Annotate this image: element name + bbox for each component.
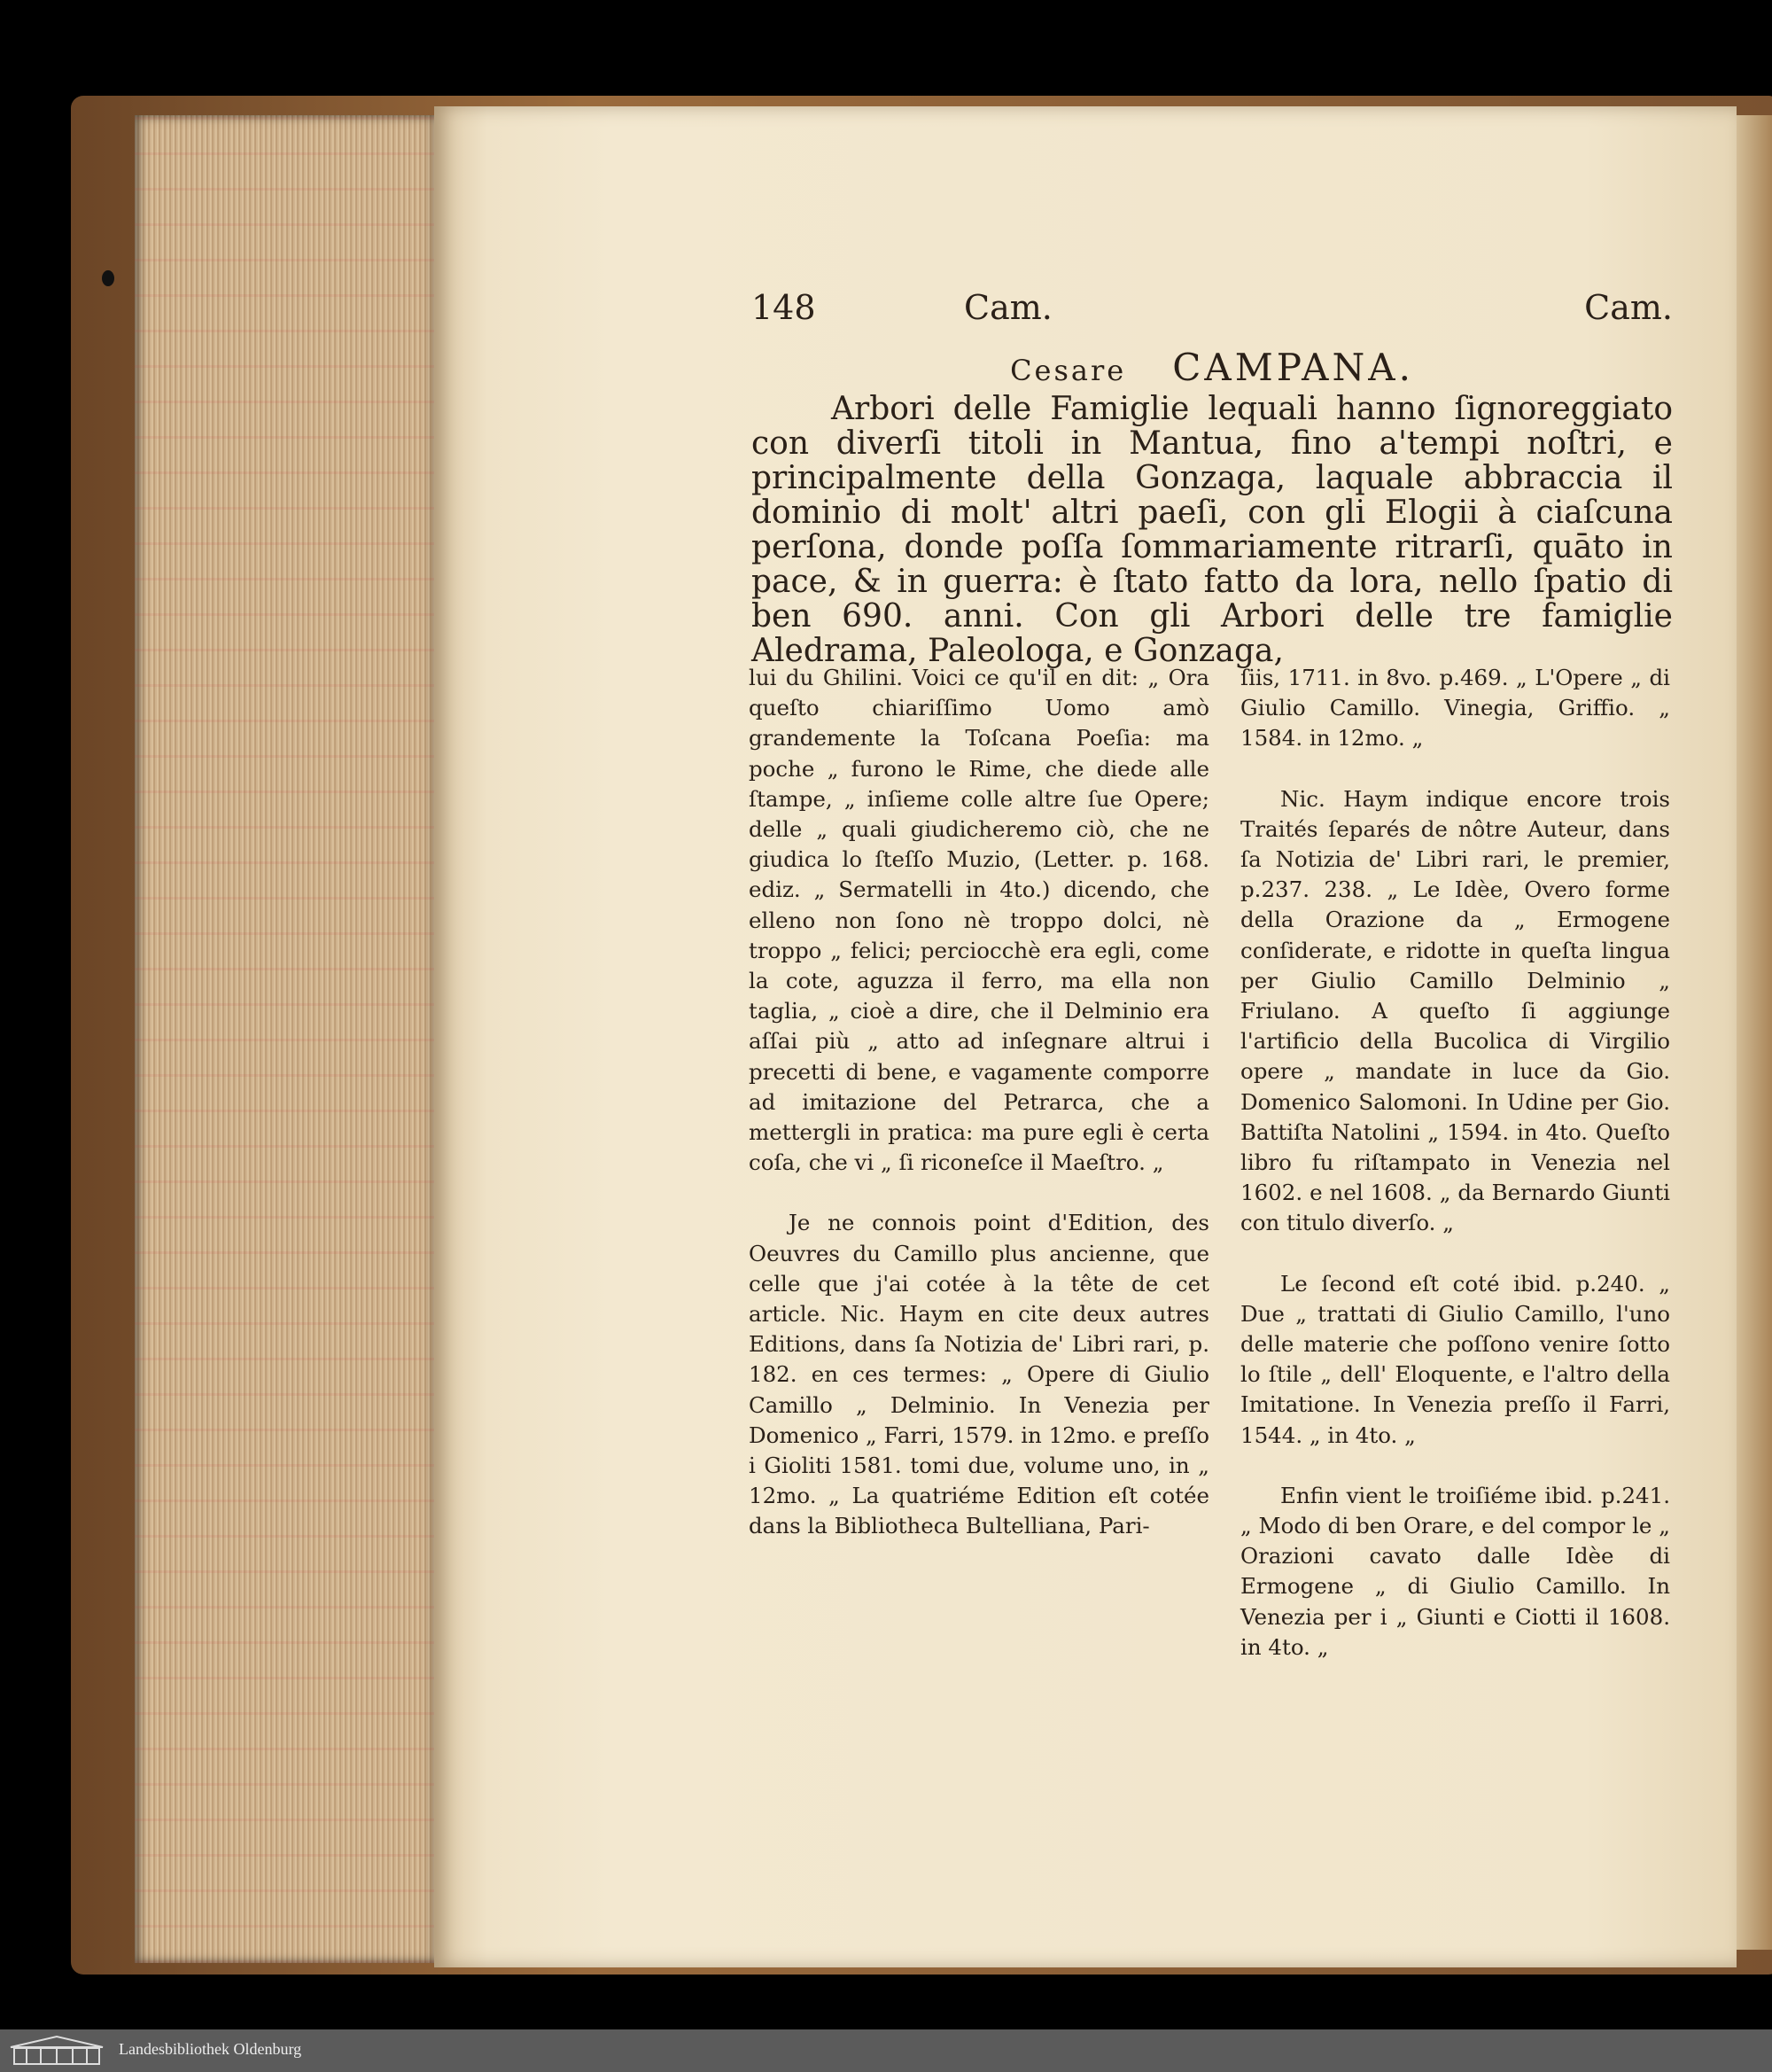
header-right-word: Cam. [1584, 288, 1673, 327]
right-paragraph-3: Le ſecond eſt coté ibid. p.240. „ Due „ trattati di Giulio Camillo, l'uno delle materie che poſſono venire ſotto lo ſtile „ dell' Eloquente, e l'altro della Imitatione. In Venezia preſſo il Farri, 1544. „ in 4to. „ [1240, 1270, 1670, 1448]
left-column [749, 663, 1209, 1572]
header-left-word: Cam. [964, 288, 1053, 327]
entry-title [751, 346, 1673, 389]
right-paragraph-4: Enfin vient le troiſiéme ibid. p.241. „ Modo di ben Orare, e del compor le „ Orazioni cavato dalle Idèe di Ermogene „ di Giulio Camillo. In Venezia per i „ Giunti e Ciotti il 1608. in 4to. „ [1240, 1482, 1670, 1660]
left-paragraph-1: lui du Ghilini. Voici ce qu'il en dit: „ Ora queſto chiariſſimo Uomo amò grandemente la Toſcana Poeſia: ma poche „ furono le Rime, che diede alle ſtampe, „ inſieme colle altre ſue Opere; delle „ quali giudicheremo ciò, che ne giudica lo ſteſſo Muzio, (Letter. p. 168. ediz. „ Sermatelli in 4to.) dicendo, che elleno non ſono nè troppo dolci, nè troppo „ felici; perciocchè era egli, come la cote, aguzza il ferro, ma ella non taglia, „ cioè a dire, che il Delminio era aſſai più „ atto ad inſegnare altrui i precetti di bene, e vagamente comporre ad imitazione del Petrarca, che a mettergli in pratica: ma pure egli è certa coſa, che vi „ ſi riconeſce il Maeſtro. „ [749, 665, 1209, 1176]
footer-bar [0, 2029, 1772, 2072]
entry-paragraph: Arbori delle Famiglie lequali hanno ſignoreggiato con diverſi titoli in Mantua, fino a'tempi noſtri, e principalmente della Gonzaga, laquale abbraccia il dominio di molt' altri paeſi, con gli Elogii à ciaſcuna perſona, donde poſſa ſommariamente ritrarſi, quāto in pace, & in guerra: è ſtato fatto da lora, nello ſpatio di ben 690. anni. Con gli Arbori delle tre famiglie Aledrama, Paleologa, e Gonzaga, [751, 391, 1673, 669]
running-header [751, 288, 1673, 332]
library-name: Landesbibliothek Oldenburg [119, 2040, 302, 2058]
facing-page-edge [1732, 115, 1772, 1950]
binding-hole [102, 270, 114, 286]
right-paragraph-1: ſiis, 1711. in 8vo. p.469. „ L'Opere „ di Giulio Camillo. Vinegia, Griffio. „ 1584. in 12mo. „ [1240, 665, 1670, 752]
right-column [1240, 663, 1670, 1693]
author-first-name: Cesare [1010, 354, 1127, 387]
author-surname: CAMPANA. [1172, 346, 1414, 389]
page-number: 148 [751, 288, 816, 327]
right-paragraph-2: Nic. Haym indique encore trois Traités ſeparés de nôtre Auteur, dans ſa Notizia de' Libri rari, le premier, p.237. 238. „ Le Idèe, Overo forme della Orazione da „ Ermogene conſiderate, e ridotte in queſta lingua per Giulio Camillo Delminio „ Friulano. A queſto ſi aggiunge l'artificio della Bucolica di Virgilio opere „ mandate in luce da Gio. Domenico Salomoni. In Udine per Gio. Battiſta Natolini „ 1594. in 4to. Queſto libro fu riſtampato in Venezia nel 1602. e nel 1608. „ da Bernardo Giunti con titulo diverſo. „ [1240, 785, 1670, 1236]
left-paragraph-2: Je ne connois point d'Edition, des Oeuvres du Camillo plus ancienne, que celle que j'ai cotée à la tête de cet article. Nic. Haym en cite deux autres Editions, dans ſa Notizia de' Libri rari, p. 182. en ces termes: „ Opere di Giulio Camillo „ Delminio. In Venezia per Domenico „ Farri, 1579. in 12mo. e preſſo i Gioliti 1581. tomi due, volume uno, in „ 12mo. „ La quatriéme Edition eſt cotée dans la Bibliotheca Bultelliana, Pari- [749, 1210, 1209, 1539]
entry-body [751, 392, 1673, 668]
page-edges [135, 115, 440, 1963]
library-logo-icon [5, 2035, 108, 2067]
